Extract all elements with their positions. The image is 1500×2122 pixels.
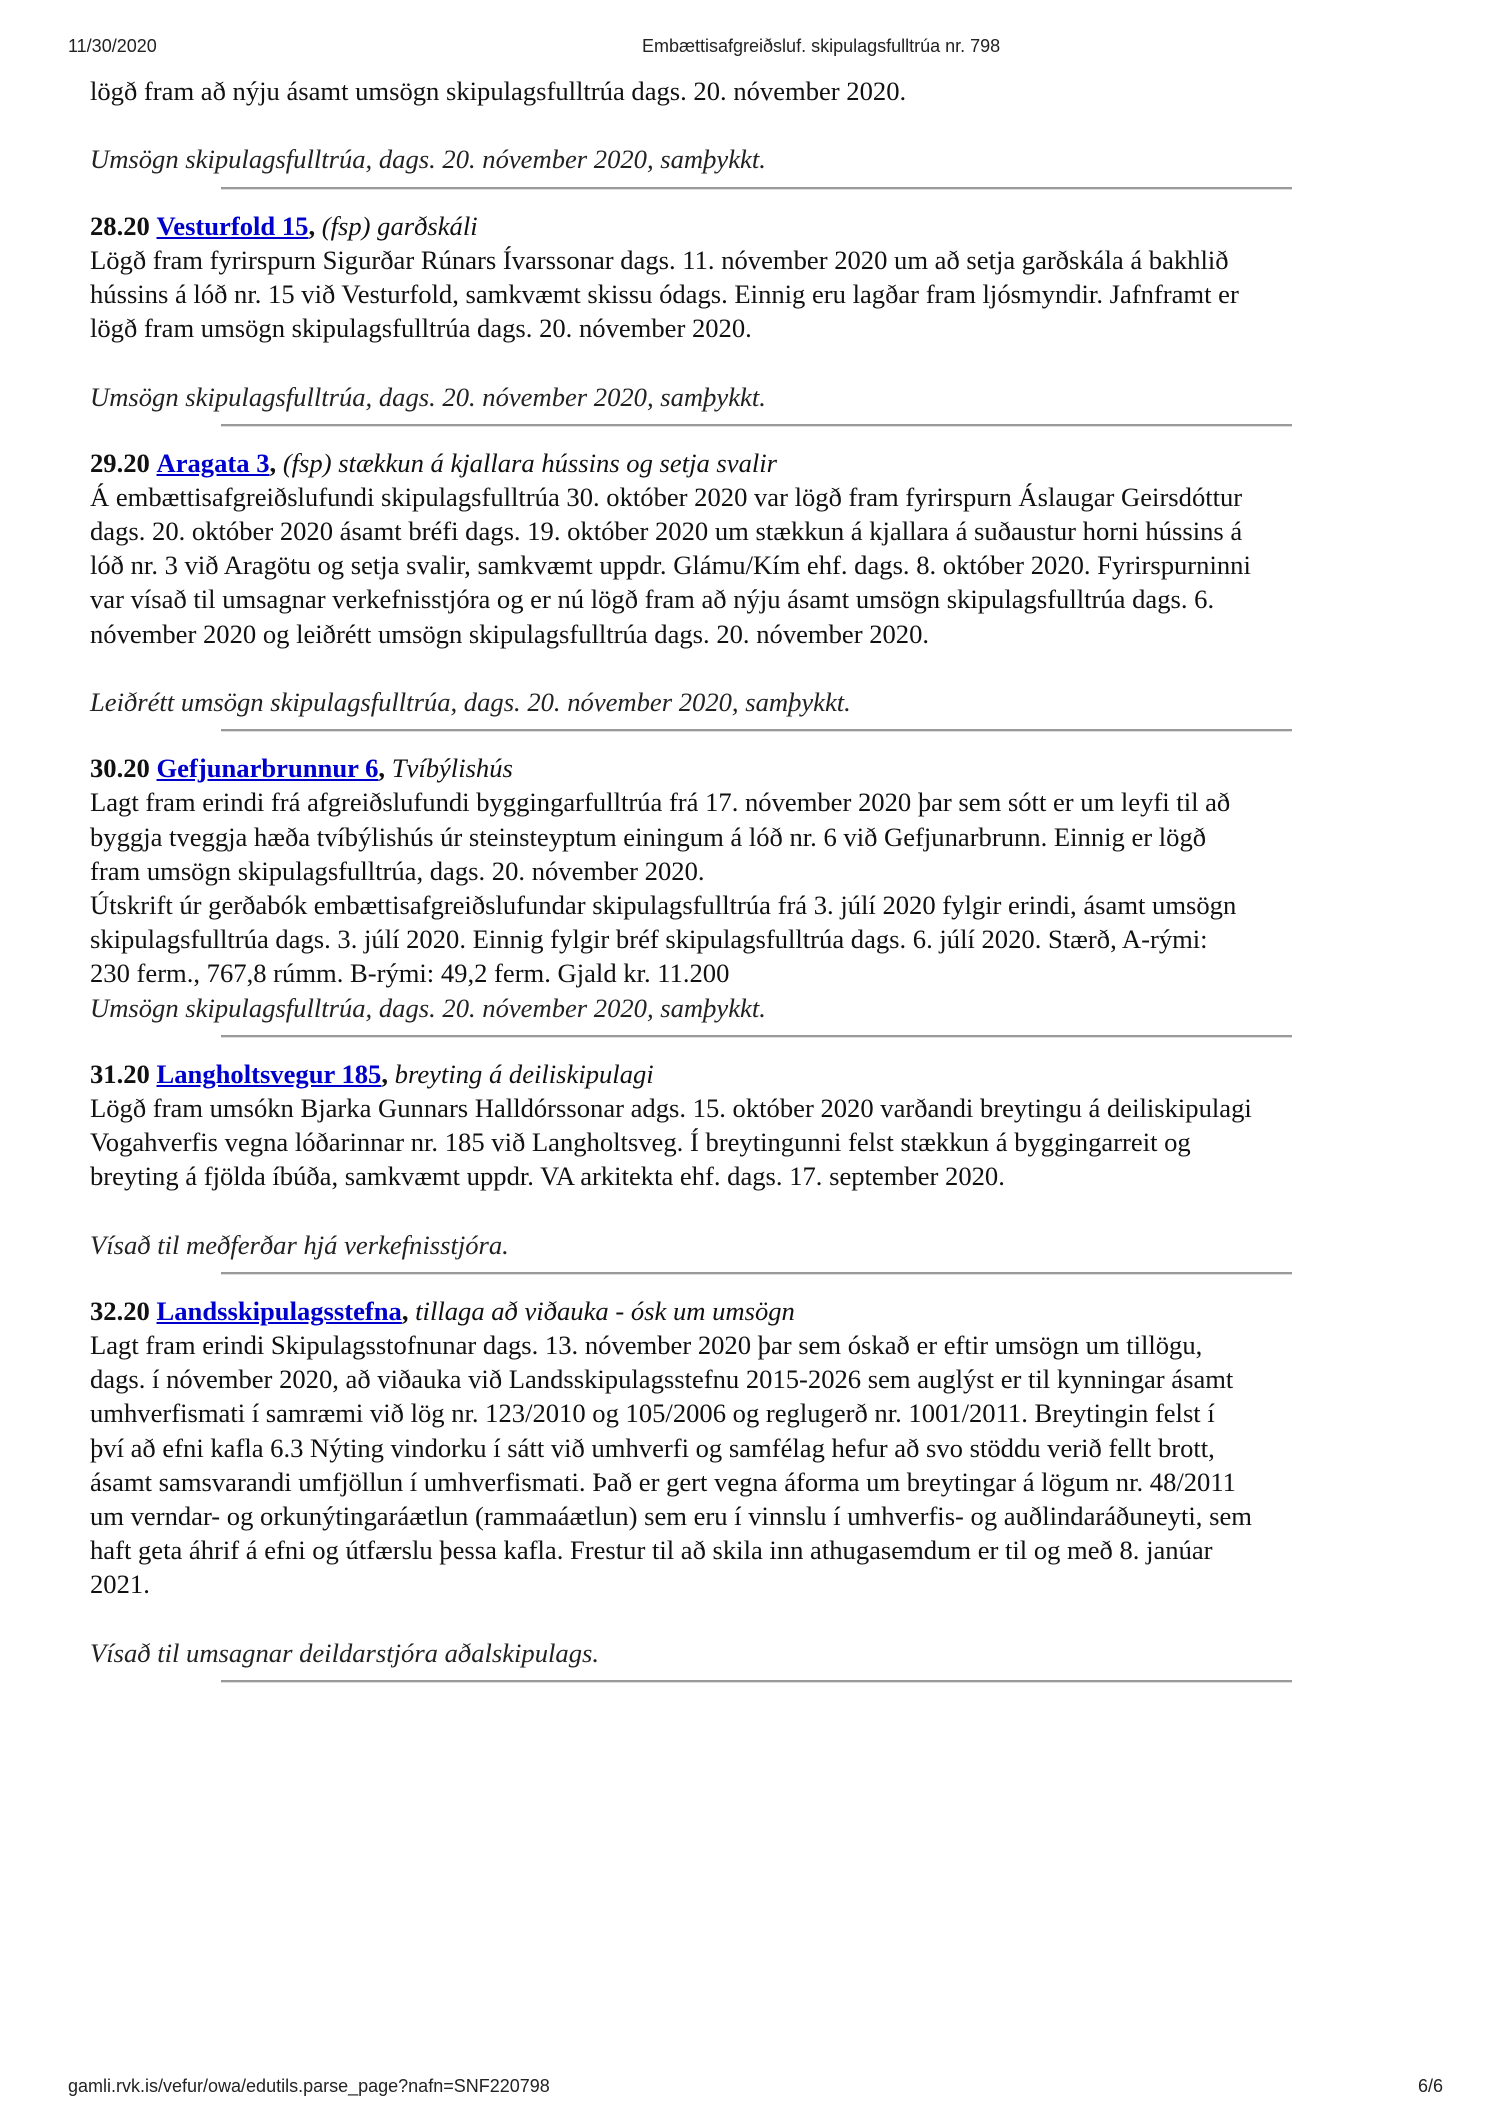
item-body-line: haft geta áhrif á efni og útfærslu þessa kafla. Frestur til að skila inn athugasemdum er til og með 8. janúar (90, 1535, 1213, 1566)
agenda-item (90, 446, 1450, 752)
item-number: 31.20 (90, 1058, 150, 1089)
item-body-line: lögð fram umsögn skipulagsfulltrúa dags. 20. nóvember 2020. (90, 313, 752, 344)
agenda-item (90, 74, 1450, 209)
horizontal-rule (221, 1035, 1292, 1038)
item-heading (90, 1057, 1450, 1091)
item-body-line: dags. 20. október 2020 ásamt bréfi dags. 19. október 2020 um stækkun á kjallara á suðaustur horni hússins á (90, 516, 1243, 547)
item-body-line: fram umsögn skipulagsfulltrúa, dags. 20. nóvember 2020. (90, 855, 705, 886)
divider (90, 414, 1450, 446)
item-body-line: breyting á fjölda íbúða, samkvæmt uppdr. VA arkitekta ehf. dags. 17. september 2020. (90, 1161, 1005, 1192)
footer-url: gamli.rvk.is/vefur/owa/edutils.parse_page?nafn=SNF220798 (68, 2076, 550, 2096)
spacer (90, 651, 1450, 685)
item-body-line: skipulagsfulltrúa dags. 3. júlí 2020. Einnig fylgir bréf skipulagsfulltrúa dags. 6. júlí 2020. Stærð, A-rými: (90, 924, 1208, 955)
item-body-line: Útskrift úr gerðabók embættisafgreiðslufundar skipulagsfulltrúa frá 3. júlí 2020 fylgir erindi, ásamt umsögn (90, 889, 1237, 920)
item-body-line: umhverfismati í samræmi við lög nr. 123/2010 og 105/2006 og reglugerð nr. 1001/2011. Breytingin felst í (90, 1398, 1215, 1429)
horizontal-rule (221, 424, 1292, 427)
item-heading (90, 751, 1450, 785)
divider (90, 719, 1450, 751)
item-body-line: byggja tveggja hæða tvíbýlishús úr steinsteyptum einingum á lóð nr. 6 við Gefjunarbrunn. Einnig er lögð (90, 821, 1207, 852)
item-body-line: um verndar- og orkunýtingaráætlun (rammaáætlun) sem eru í vinnslu í umhverfis- og auðlindaráðuneyti, sem (90, 1500, 1252, 1531)
comma-separator: , (401, 1295, 409, 1326)
item-body-line: Lagt fram erindi frá afgreiðslufundi byggingarfulltrúa frá 17. nóvember 2020 þar sem sótt er um leyfi til að (90, 787, 1231, 818)
horizontal-rule (221, 187, 1292, 190)
item-subject: breyting á deiliskipulagi (394, 1058, 654, 1089)
divider (90, 1670, 1450, 1702)
item-body-line: því að efni kafla 6.3 Nýting vindorku í sátt við umhverfi og samfélag hefur að svo stöddu verið fellt brott, (90, 1432, 1215, 1463)
item-decision: Umsögn skipulagsfulltrúa, dags. 20. nóvember 2020, samþykkt. (90, 381, 766, 412)
item-body-line: hússins á lóð nr. 15 við Vesturfold, samkvæmt skissu ódags. Einnig eru lagðar fram ljósmyndir. Jafnframt er (90, 278, 1239, 309)
horizontal-rule (221, 1680, 1292, 1683)
item-decision: Umsögn skipulagsfulltrúa, dags. 20. nóvember 2020, samþykkt. (90, 144, 766, 175)
item-body-line: var vísað til umsagnar verkefnisstjóra og er nú lögð fram að nýju ásamt umsögn skipulagsfulltrúa dags. 6. (90, 584, 1215, 615)
spacer (90, 108, 1450, 142)
horizontal-rule (221, 729, 1292, 732)
item-address-link[interactable]: Landsskipulagsstefna (156, 1295, 402, 1326)
item-decision: Vísað til meðferðar hjá verkefnisstjóra. (90, 1229, 509, 1260)
item-number: 30.20 (90, 753, 150, 784)
item-decision: Umsögn skipulagsfulltrúa, dags. 20. nóvember 2020, samþykkt. (90, 992, 766, 1023)
divider (90, 177, 1450, 209)
comma-separator: , (378, 753, 386, 784)
item-body-line: ásamt samsvarandi umfjöllun í umhverfismati. Það er gert vegna áforma um breytingar á lögum nr. 48/2011 (90, 1466, 1236, 1497)
item-body-line: dags. í nóvember 2020, að viðauka við Landsskipulagsstefnu 2015-2026 sem auglýst er til kynningar ásamt (90, 1364, 1234, 1395)
item-subject: Tvíbýlishús (391, 753, 513, 784)
item-body-line: nóvember 2020 og leiðrétt umsögn skipulagsfulltrúa dags. 20. nóvember 2020. (90, 618, 930, 649)
minutes-content (90, 74, 1450, 1702)
item-body-line: Lögð fram fyrirspurn Sigurðar Rúnars Ívarssonar dags. 11. nóvember 2020 um að setja garðskála á bakhlið (90, 244, 1229, 275)
agenda-item (90, 751, 1450, 1057)
page-title: Embættisafgreiðsluf. skipulagsfulltrúa nr. 798 (642, 36, 1001, 56)
divider (90, 1025, 1450, 1057)
item-number: 29.20 (90, 447, 150, 478)
item-decision: Vísað til umsagnar deildarstjóra aðalskipulags. (90, 1637, 600, 1668)
item-heading (90, 209, 1450, 243)
item-decision: Leiðrétt umsögn skipulagsfulltrúa, dags. 20. nóvember 2020, samþykkt. (90, 687, 851, 717)
item-body-line: Á embættisafgreiðslufundi skipulagsfulltrúa 30. október 2020 var lögð fram fyrirspurn Áslaugar Geirsdóttur (90, 481, 1243, 512)
item-body-line: 230 ferm., 767,8 rúmm. B-rými: 49,2 ferm. Gjald kr. 11.200 (90, 958, 730, 989)
item-body-line: lögð fram að nýju ásamt umsögn skipulagsfulltrúa dags. 20. nóvember 2020. (90, 76, 907, 106)
item-subject: tillaga að viðauka - ósk um umsögn (415, 1295, 795, 1326)
item-body-line: Lögð fram umsókn Bjarka Gunnars Halldórssonar adgs. 15. október 2020 varðandi breytingu á deiliskipulagi (90, 1092, 1252, 1123)
comma-separator: , (269, 447, 277, 478)
item-heading (90, 446, 1450, 480)
item-address-link[interactable]: Vesturfold 15 (156, 210, 309, 241)
item-body-line: 2021. (90, 1569, 150, 1600)
horizontal-rule (221, 1272, 1292, 1275)
item-heading (90, 1294, 1450, 1328)
agenda-item (90, 1294, 1450, 1702)
page-number: 6/6 (1417, 2076, 1443, 2096)
agenda-item (90, 1057, 1450, 1294)
comma-separator: , (308, 210, 316, 241)
print-date: 11/30/2020 (68, 36, 157, 56)
item-subject: (fsp) garðskáli (321, 210, 478, 241)
spacer (90, 345, 1450, 379)
item-number: 28.20 (90, 210, 150, 241)
item-address-link[interactable]: Gefjunarbrunnur 6 (156, 753, 379, 784)
comma-separator: , (381, 1058, 389, 1089)
item-body-line: lóð nr. 3 við Aragötu og setja svalir, samkvæmt uppdr. Glámu/Kím ehf. dags. 8. október 2020. Fyrirspurninni (90, 550, 1251, 581)
item-address-link[interactable]: Langholtsvegur 185 (156, 1058, 382, 1089)
item-body-line: Vogahverfis vegna lóðarinnar nr. 185 við Langholtsveg. Í breytingunni felst stækkun á byggingarreit og (90, 1127, 1191, 1158)
spacer (90, 1193, 1450, 1227)
item-number: 32.20 (90, 1295, 150, 1326)
agenda-item (90, 209, 1450, 446)
divider (90, 1262, 1450, 1294)
item-address-link[interactable]: Aragata 3 (156, 447, 270, 478)
item-subject: (fsp) stækkun á kjallara hússins og setja svalir (282, 447, 778, 478)
spacer (90, 1602, 1450, 1636)
item-body-line: Lagt fram erindi Skipulagsstofnunar dags. 13. nóvember 2020 þar sem óskað er eftir umsögn um tillögu, (90, 1330, 1203, 1360)
